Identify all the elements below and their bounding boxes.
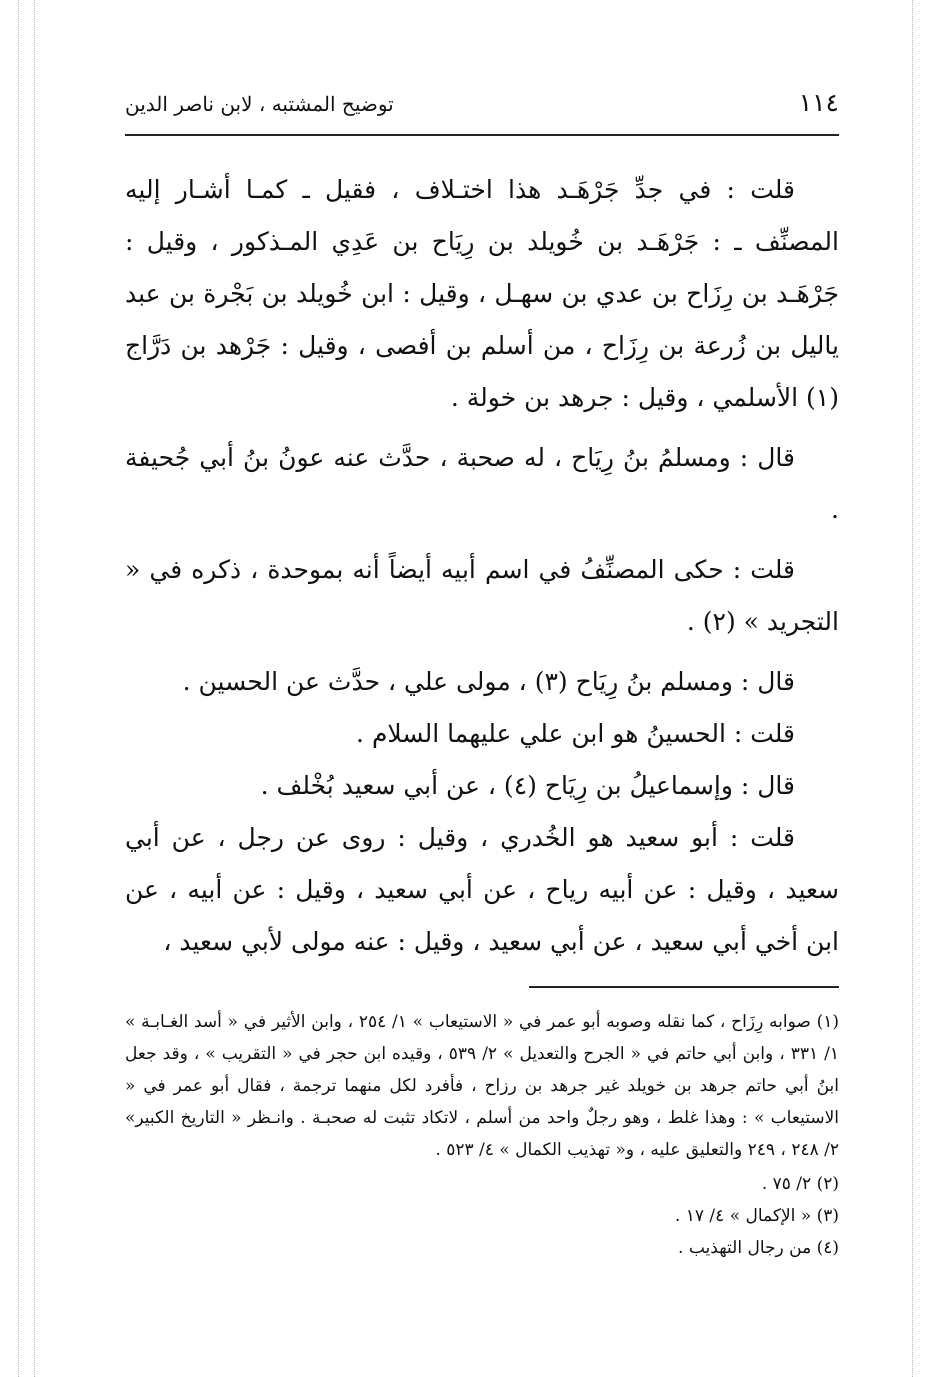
- footnote: (٢) ٢/ ٧٥ .: [761, 1174, 839, 1194]
- paragraph: قال : وإسماعيلُ بن رِيَاح (٤) ، عن أبي سعيد بُخْلف .: [260, 771, 795, 800]
- running-head: [125, 88, 839, 136]
- paragraph: قال : ومسلم بنُ رِيَاح (٣) ، مولى علي ، حدَّث عن الحسين .: [182, 667, 795, 696]
- scan-margin-mark-left-inner: [34, 0, 35, 1377]
- scan-margin-mark-right: [912, 0, 913, 1377]
- footnotes: [125, 1006, 839, 1264]
- footnote: (٤) من رجال التهذيب .: [678, 1238, 839, 1258]
- paragraph: قلت : الحسينُ هو ابن علي عليهما السلام .: [356, 719, 795, 748]
- footnote: (٣) « الإكمال » ٤/ ١٧ .: [674, 1206, 839, 1226]
- paragraph: قلت : حكى المصنِّفُ في اسم أبيه أيضاً أنه بموحدة ، ذكره في « التجريد » (٢) .: [125, 555, 839, 636]
- paragraph: قلت : في جدِّ جَرْهَـد هذا اختـلاف ، فقيل ـ كمـا أشـار إليه المصنِّف ـ : جَرْهَـد بن خُويلد بن رِيَاح بن عَدِي المـذكور ، وقيل : جَرْهَـد بن رِزَاح بن عدي بن سهـل ، وقيل : ابن خُويلد بن بَجْرة بن عبد ياليل بن زُرعة بن رِزَاح ، من أسلم بن أفصى ، وقيل : جَرْهد بن دَرَّاج (١) الأسلمي ، وقيل : جرهد بن خولة .: [125, 175, 839, 412]
- paragraph: قلت : أبو سعيد هو الخُدري ، وقيل : روى عن رجل ، عن أبي سعيد ، وقيل : عن أبيه رياح ، عن أبي سعيد ، وقيل : عن أبيه ، عن ابن أخي أبي سعيد ، عن أبي سعيد ، وقيل : عنه مولى لأبي سعيد ،: [125, 823, 839, 956]
- book-page: [125, 88, 839, 1264]
- main-text: [125, 164, 839, 968]
- footnote-separator: [529, 986, 839, 988]
- running-title: توضيح المشتبه ، لابن ناصر الدين: [125, 92, 394, 116]
- footnote: (١) صوابه رِزَاح ، كما نقله وصوبه أبو عمر في « الاستيعاب » ١/ ٢٥٤ ، وابن الأثير في « أسد الغـابـة » ١/ ٣٣١ ، وابن أبي حاتم في « الجرح والتعديل » ٢/ ٥٣٩ ، وقيده ابن حجر في « التقريب » ، وقد جعل ابنُ أبي حاتم جرهد بن خويلد غير جرهد بن رزاح ، فأفرد لكل منهما ترجمة ، فقال أبو عمر في « الاستيعاب » : وهذا غلط ، وهو رجلٌ واحد من أسلم ، لاتكاد تثبت له صحبـة . وانـظر « التاريخ الكبير» ٢/ ٢٤٨ ، ٢٤٩ والتعليق عليه ، و« تهذيب الكمال » ٤/ ٥٢٣ .: [125, 1012, 839, 1160]
- scan-margin-mark-left: [18, 0, 19, 1377]
- page-number: ١١٤: [798, 88, 839, 117]
- paragraph: قال : ومسلمُ بنُ رِيَاح ، له صحبة ، حدَّث عنه عونُ بنُ أبي جُحيفة .: [125, 443, 839, 524]
